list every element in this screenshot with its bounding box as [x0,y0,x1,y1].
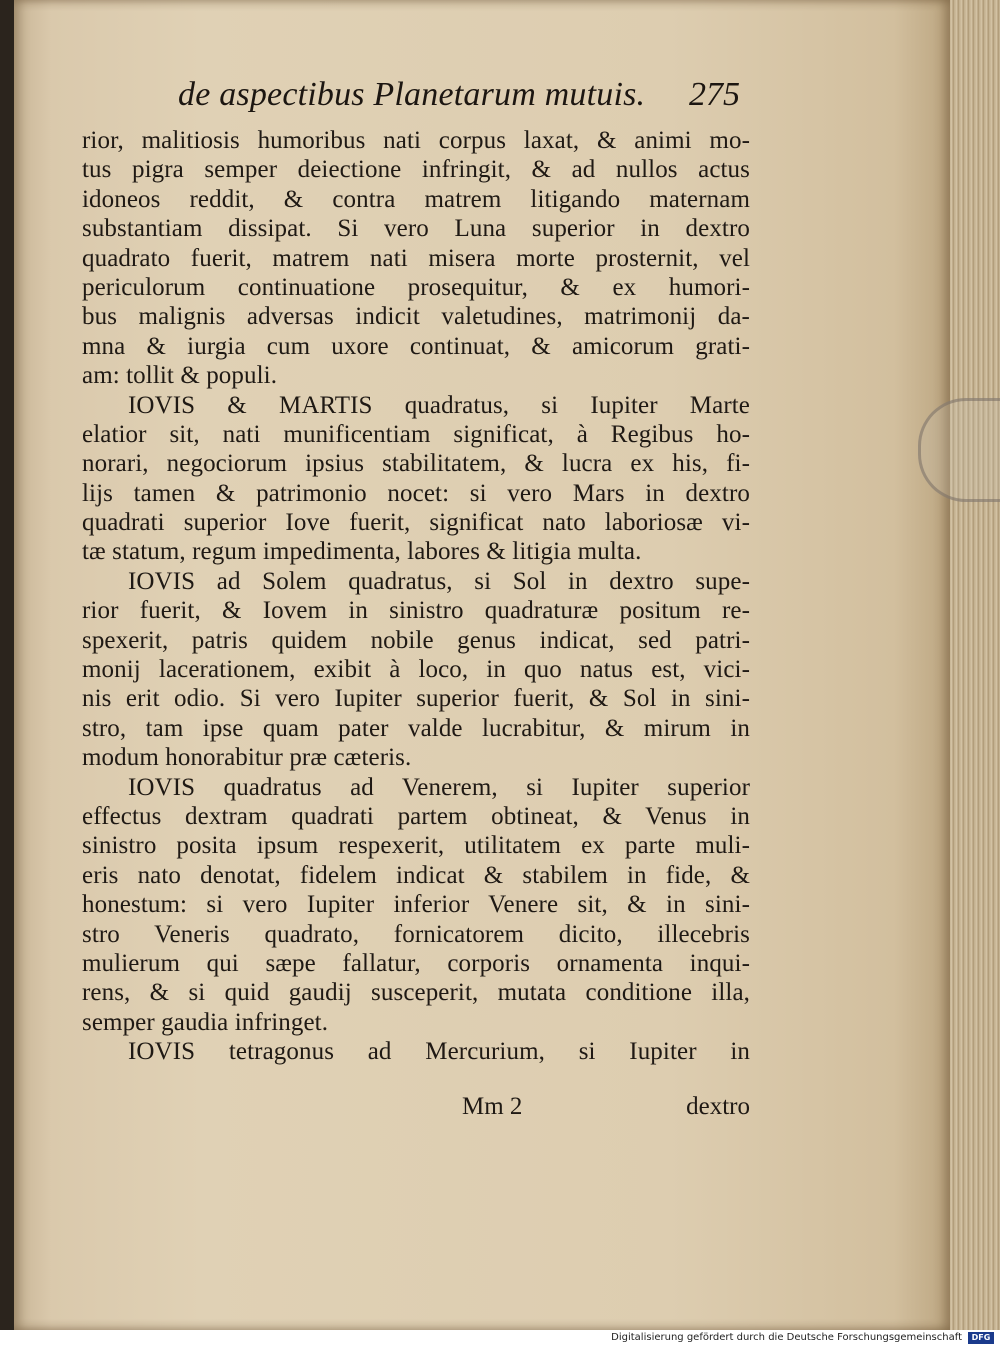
text-line: quadrato fuerit, matrem nati misera morte prosternit, vel [82,244,750,272]
text-line: stro, tam ipse quam pater valde lucrabitur, & mirum in [82,714,750,742]
text-line: idoneos reddit, & contra matrem litigando maternam [82,185,750,213]
text-line: nis erit odio. Si vero Iupiter superior fuerit, & Sol in sini- [82,685,750,713]
catchword: dextro [686,1093,750,1120]
text-line: eris nato denotat, fidelem indicat & stabilem in fide, & [82,861,750,889]
text-line: IOVIS & MARTIS quadratus, si Iupiter Marte [128,391,750,419]
page-clip [918,398,1000,502]
page-edges [950,0,1000,1330]
text-line: monij lacerationem, exibit à loco, in quo natus est, vici- [82,656,750,684]
text-line: rior fuerit, & Iovem in sinistro quadraturæ positum re- [82,597,750,625]
text-line: IOVIS ad Solem quadratus, si Sol in dextro supe- [128,567,750,595]
text-line: elatior sit, nati munificentiam significat, à Regibus ho- [82,420,750,448]
text-line: mulierum qui sæpe fallatur, corporis ornamenta inqui- [82,949,750,977]
text-line: quadrati superior Iove fuerit, significat nato laboriosæ vi- [82,509,750,537]
signature-mark: Mm 2 [462,1093,523,1120]
text-line: rior, malitiosis humoribus nati corpus laxat, & animi mo- [82,127,750,154]
text-line: honestum: si vero Iupiter inferior Venere sit, & in sini- [82,891,750,919]
text-line: IOVIS tetragonus ad Mercurium, si Iupiter in [128,1038,750,1066]
text-line: bus malignis adversas indicit valetudines, matrimonij da- [82,303,750,331]
running-title: de aspectibus Planetarum mutuis. [178,76,646,113]
text-line: mna & iurgia cum uxore continuat, & amicorum grati- [82,332,750,360]
text-line: tus pigra semper deiectione infringit, & ad nullos actus [82,156,750,184]
text-line: lijs tamen & patrimonio nocet: si vero Mars in dextro [82,479,750,507]
body-text [82,126,750,1067]
text-line: am: tollit & populi. [82,362,278,390]
text-line: effectus dextram quadrati partem obtineat, & Venus in [82,802,750,830]
text-line: sinistro posita ipsum respexerit, utilitatem ex parte muli- [82,832,750,860]
funding-credit: Digitalisierung gefördert durch die Deutsche Forschungsgemeinschaft [611,1332,962,1343]
page-number: 275 [689,76,740,113]
text-line: modum honorabitur præ cæteris. [82,744,412,772]
running-header [170,76,740,122]
text-line: rens, & si quid gaudij susceperit, mutata conditione illa, [82,979,750,1007]
text-line: norari, negociorum ipsius stabilitatem, & lucra ex his, fi- [82,450,750,478]
digitization-footer [0,1330,1000,1347]
text-line: stro Veneris quadrato, fornicatorem dicito, illecebris [82,920,750,948]
text-line: IOVIS quadratus ad Venerem, si Iupiter superior [128,773,750,801]
text-line: periculorum continuatione prosequitur, & ex humori- [82,273,750,301]
text-line: substantiam dissipat. Si vero Luna superior in dextro [82,215,750,243]
text-line: spexerit, patris quidem nobile genus indicat, sed patri- [82,626,750,654]
text-line: semper gaudia infringet. [82,1008,329,1036]
dfg-logo: DFG [968,1332,994,1344]
text-line: tæ statum, regum impedimenta, labores & litigia multa. [82,538,642,566]
catchline [82,1093,750,1125]
